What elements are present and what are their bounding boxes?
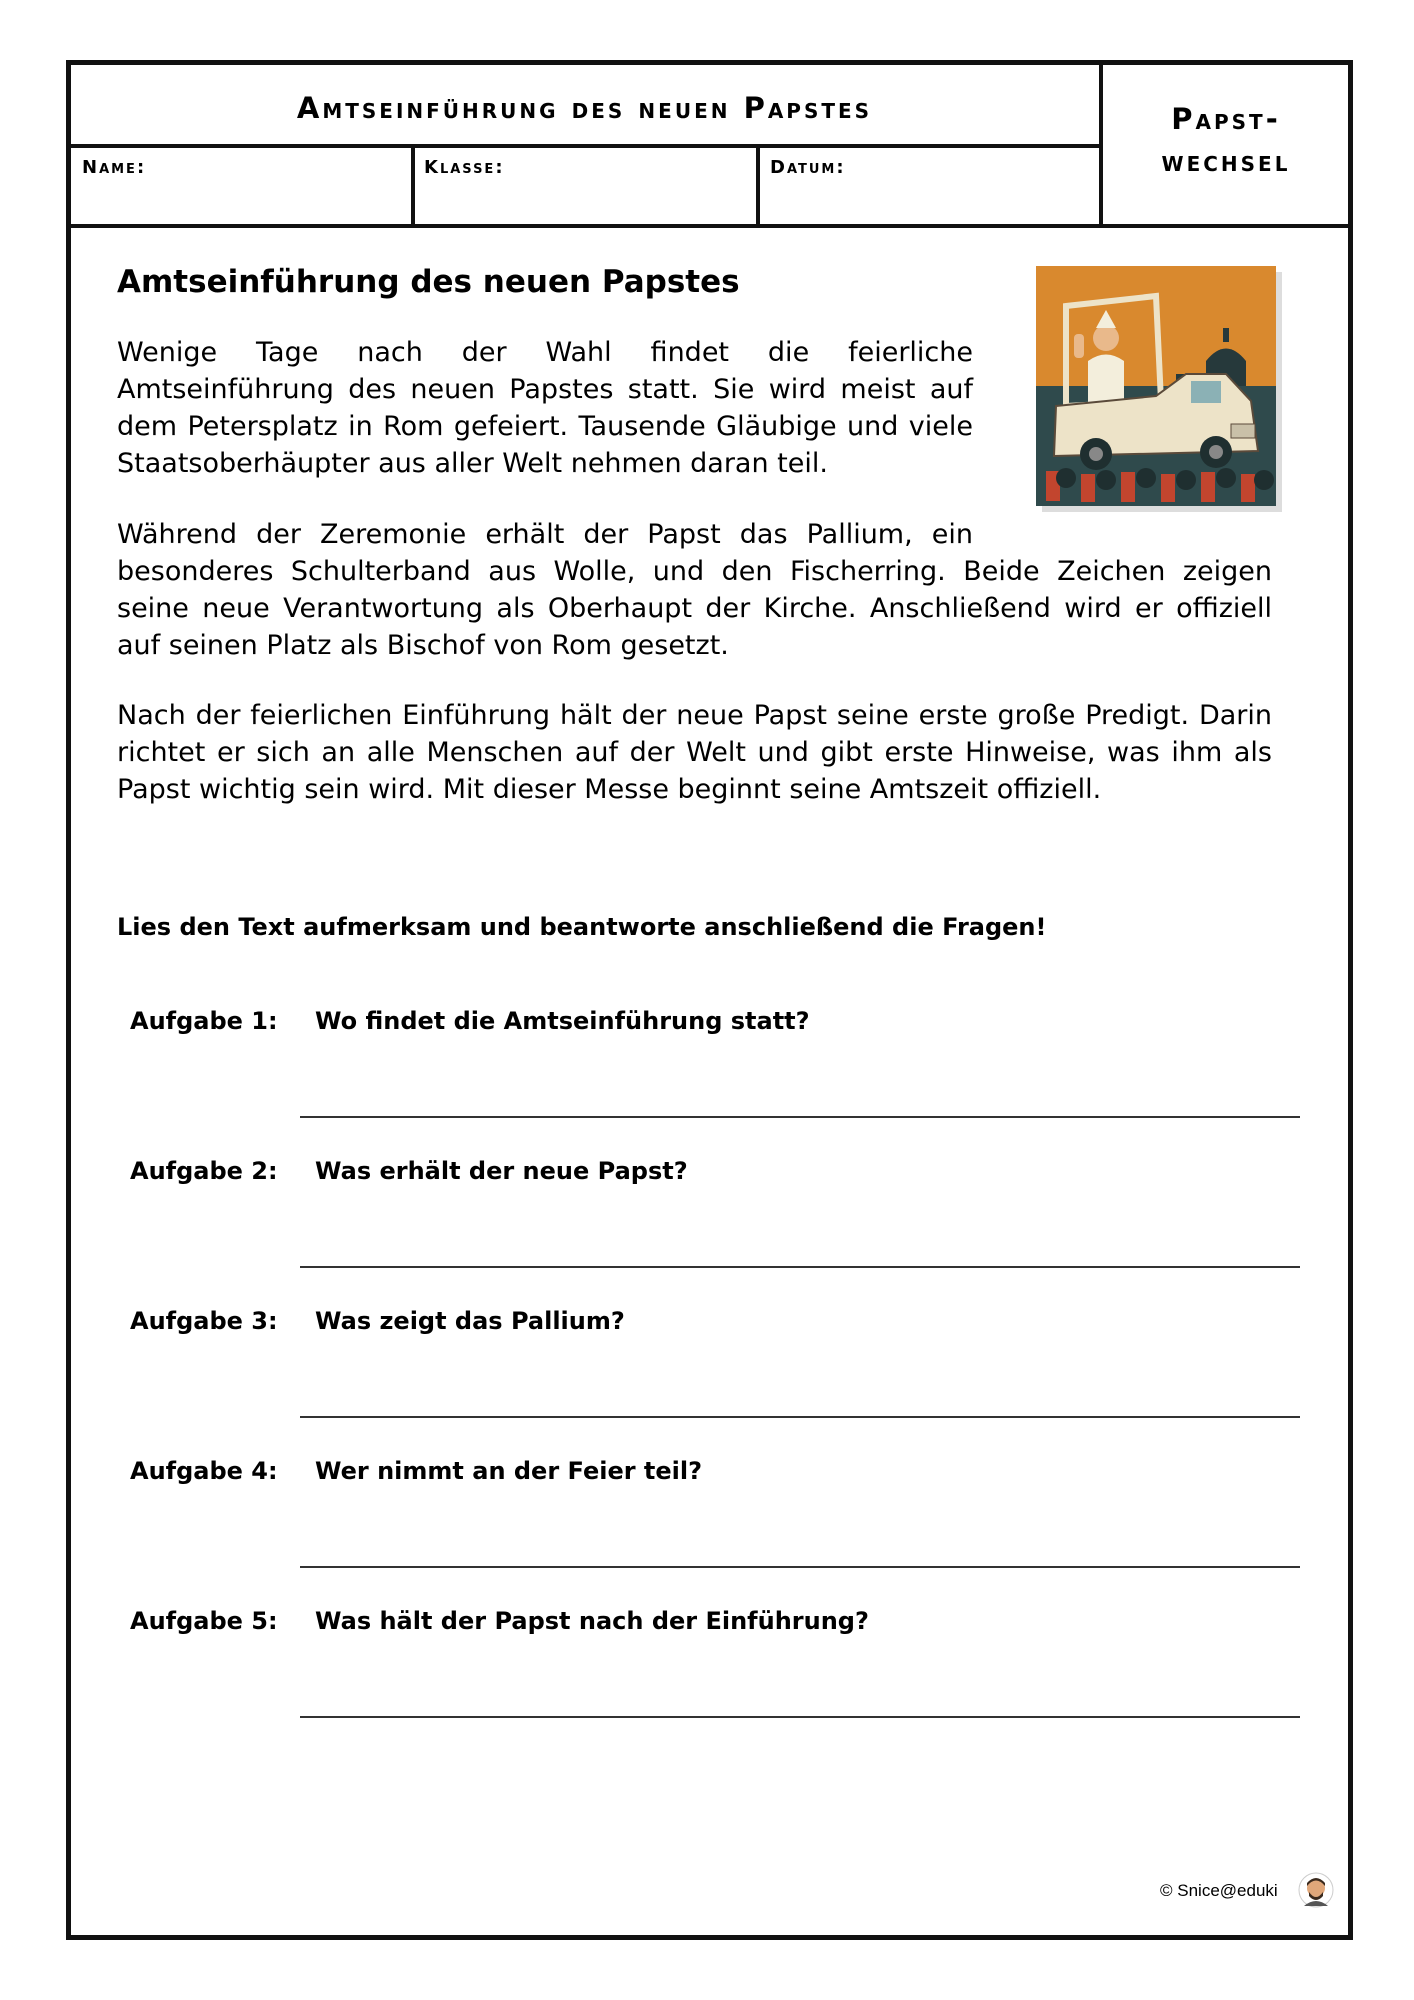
popemobile-illustration bbox=[1036, 266, 1282, 512]
article-title: Amtseinführung des neuen Papstes bbox=[117, 264, 740, 300]
task-4-label: Aufgabe 4: bbox=[130, 1457, 278, 1485]
task-2-answer-line[interactable] bbox=[300, 1266, 1300, 1268]
task-1-answer-line[interactable] bbox=[300, 1116, 1300, 1118]
date-label: Datum: bbox=[770, 157, 846, 178]
class-label: Klasse: bbox=[424, 157, 505, 178]
task-5-label: Aufgabe 5: bbox=[130, 1607, 278, 1635]
task-3-label: Aufgabe 3: bbox=[130, 1307, 278, 1335]
topic-label-line2: wechsel bbox=[1161, 144, 1291, 178]
name-label: Name: bbox=[82, 157, 147, 178]
task-3-answer-line[interactable] bbox=[300, 1416, 1300, 1418]
topic-label-line1: Papst- bbox=[1171, 102, 1281, 136]
task-1-question: Wo findet die Amtseinführung statt? bbox=[315, 1007, 810, 1035]
task-2-label: Aufgabe 2: bbox=[130, 1157, 278, 1185]
task-3-question: Was zeigt das Pallium? bbox=[315, 1307, 625, 1335]
copyright-text: © Snice@eduki bbox=[1160, 1881, 1278, 1900]
task-5-answer-line[interactable] bbox=[300, 1716, 1300, 1718]
article-paragraph-2-rest: besonderes Schulterband aus Wolle, und den Fischerring. Beide Zeichen zeigen seine neue Verantwortung als Oberhaupt der Kirche. Anschließend wird er offiziell auf seinen Platz als Bischof von Rom gesetzt. bbox=[117, 556, 1272, 661]
worksheet-title: Amtseinführung des neuen Papstes bbox=[296, 91, 873, 125]
task-2-question: Was erhält der neue Papst? bbox=[315, 1157, 688, 1185]
topic-label bbox=[1099, 98, 1353, 182]
article-paragraph-1: Wenige Tage nach der Wahl findet die feierliche Amtseinführung des neuen Papstes statt. Sie wird meist auf dem Petersplatz in Rom gefeiert. Tausende Gläubige und viele Staatsoberhäupter aus aller Welt nehmen daran teil. bbox=[117, 337, 973, 479]
task-1-label: Aufgabe 1: bbox=[130, 1007, 278, 1035]
article-paragraph-3: Nach der feierlichen Einführung hält der neue Papst seine erste große Predigt. Darin richtet er sich an alle Menschen auf der Welt und gibt erste Hinweise, was ihm als Papst wichtig sein wird. Mit dieser Messe beginnt seine Amtszeit offiziell. bbox=[117, 700, 1272, 805]
instruction-text: Lies den Text aufmerksam und beantworte anschließend die Fragen! bbox=[117, 913, 1047, 941]
article-paragraph-2-lead: Während der Zeremonie erhält der Papst das Pallium, ein bbox=[117, 519, 973, 550]
author-avatar bbox=[1298, 1872, 1334, 1908]
task-5-question: Was hält der Papst nach der Einführung? bbox=[315, 1607, 869, 1635]
task-4-answer-line[interactable] bbox=[300, 1566, 1300, 1568]
article-paragraph-2 bbox=[117, 516, 1272, 664]
task-4-question: Wer nimmt an der Feier teil? bbox=[315, 1457, 703, 1485]
